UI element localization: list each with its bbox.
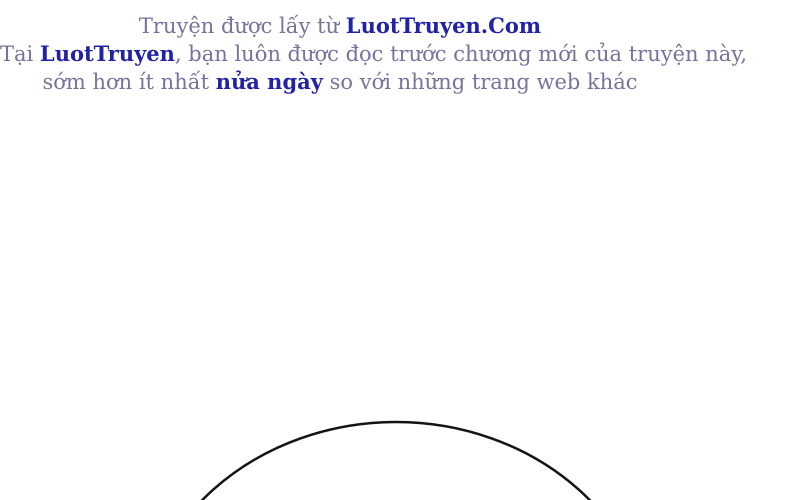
site-name-link: LuotTruyen.Com: [345, 13, 542, 38]
banner-line-2-suffix: , bạn luôn được đọc trước chương mới của truyện này,: [174, 42, 748, 66]
banner-line-3-text: sớm hơn ít nhất: [42, 70, 216, 94]
site-name-highlight: LuotTruyen: [39, 41, 175, 66]
banner-line-1-text: Truyện được lấy từ: [138, 14, 346, 38]
banner-line-2-text: Tại: [0, 42, 40, 66]
panel-ellipse-arc: [138, 422, 654, 500]
half-day-highlight: nửa ngày: [215, 69, 323, 94]
banner-line-3-suffix: so với những trang web khác: [322, 70, 638, 94]
